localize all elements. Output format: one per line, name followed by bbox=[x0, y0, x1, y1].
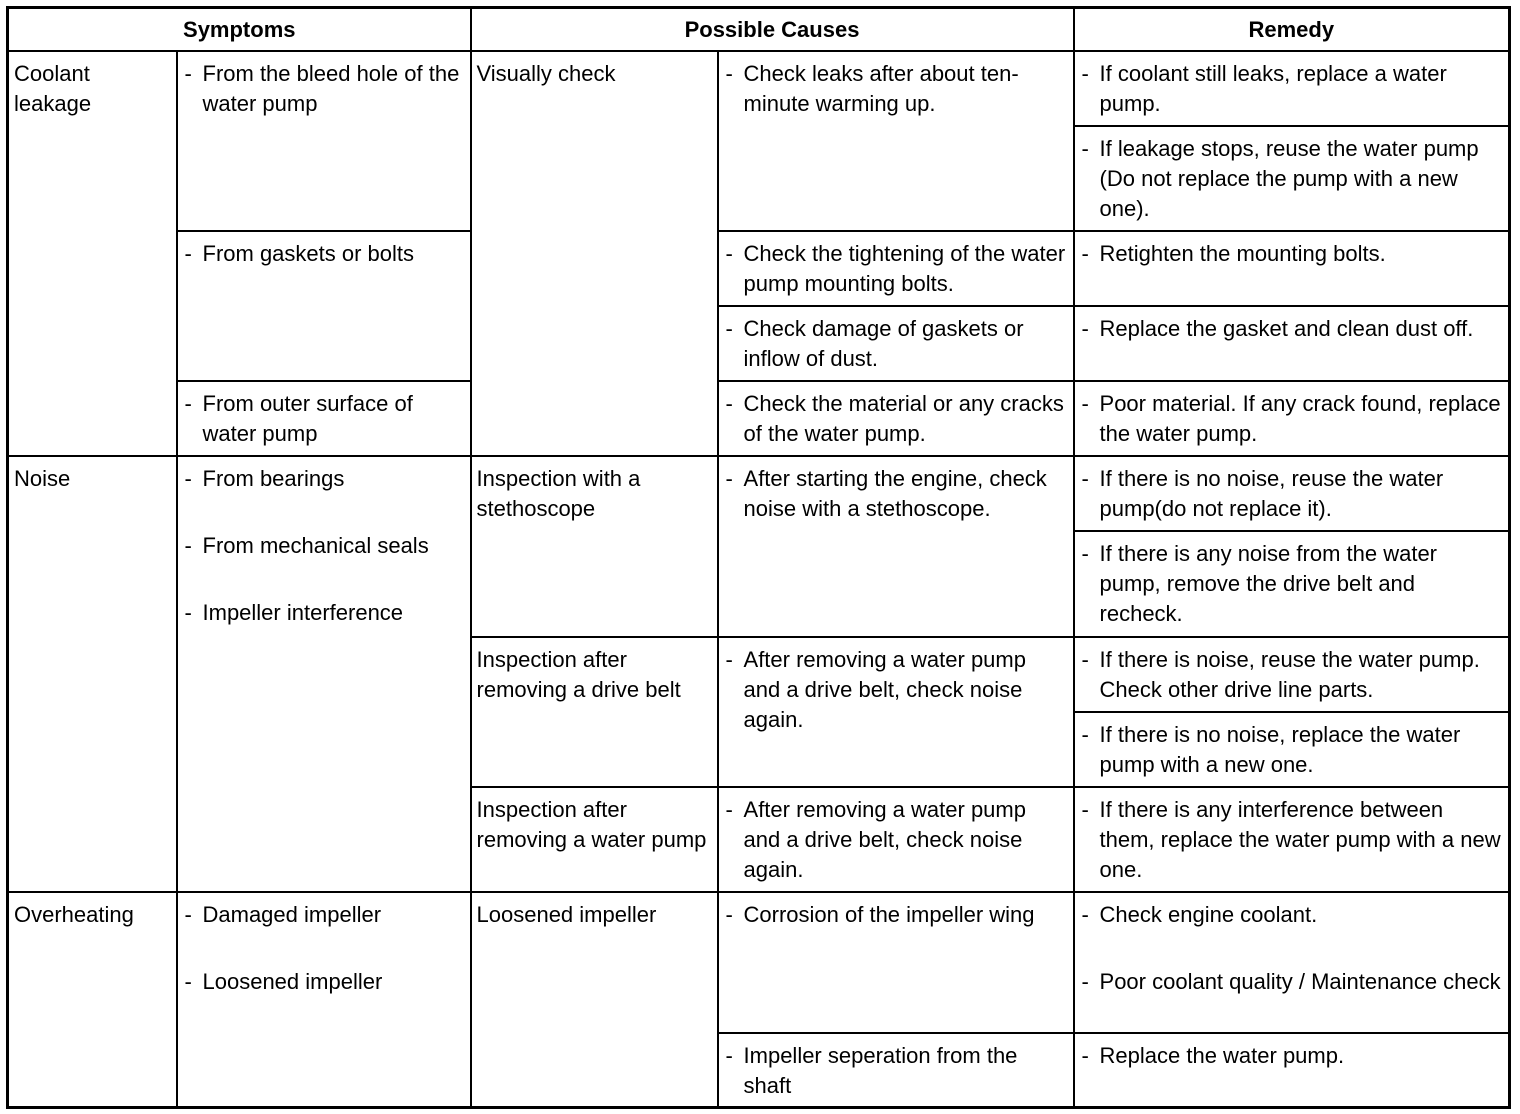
remedy-text: If there is any noise from the water pump, remove the drive belt and recheck. bbox=[1099, 540, 1438, 626]
remedy-text: If there is no noise, replace the water pump with a new one. bbox=[1099, 721, 1461, 777]
remedy-text: Retighten the mounting bolts. bbox=[1099, 240, 1386, 266]
symptom-detail-text: From outer surface of water pump bbox=[202, 390, 413, 446]
symptom-detail-text: From gaskets or bolts bbox=[202, 240, 415, 266]
symptom-detail-text: Loosened impeller bbox=[202, 968, 383, 994]
symptom-detail: - Damaged impeller - Loosened impeller bbox=[177, 892, 471, 1108]
remedy-text: If there is noise, reuse the water pump. Check other drive line parts. bbox=[1099, 646, 1480, 702]
cause-check: - After removing a water pump and a drive belt, check noise again. bbox=[718, 787, 1074, 892]
remedy-text: If coolant still leaks, replace a water pump. bbox=[1099, 60, 1447, 116]
cause-check-text: Check the material or any cracks of the water pump. bbox=[743, 390, 1064, 446]
symptom-detail-text: Damaged impeller bbox=[202, 901, 382, 927]
symptom-detail-text: Impeller interference bbox=[202, 599, 404, 625]
table-row bbox=[8, 381, 1510, 456]
remedy-cell: - If there is no noise, replace the water pump with a new one. bbox=[1074, 712, 1510, 787]
symptom-overheating: Overheating bbox=[8, 892, 177, 1108]
cause-check-text: Check the tightening of the water pump mounting bolts. bbox=[743, 240, 1066, 296]
header-symptoms: Symptoms bbox=[8, 8, 471, 51]
inspection-method: Loosened impeller bbox=[471, 892, 718, 1108]
remedy-text: Poor material. If any crack found, replace the water pump. bbox=[1099, 390, 1501, 446]
cause-check-text: Check damage of gaskets or inflow of dust. bbox=[743, 315, 1024, 371]
remedy-cell: - Check engine coolant. - Poor coolant quality / Maintenance check bbox=[1074, 892, 1510, 1033]
cause-check-text: After removing a water pump and a drive belt, check noise again. bbox=[743, 646, 1026, 732]
cause-check: - After starting the engine, check noise with a stethoscope. bbox=[718, 456, 1074, 637]
symptom-detail: - From outer surface of water pump bbox=[177, 381, 471, 456]
symptom-detail: - From bearings - From mechanical seals - Impeller interference bbox=[177, 456, 471, 892]
cause-check: - Check damage of gaskets or inflow of dust. bbox=[718, 306, 1074, 381]
remedy-cell: - If there is no noise, reuse the water pump(do not replace it). bbox=[1074, 456, 1510, 531]
symptom-detail: - From the bleed hole of the water pump bbox=[177, 51, 471, 231]
header-remedy: Remedy bbox=[1074, 8, 1510, 51]
header-possible-causes: Possible Causes bbox=[471, 8, 1074, 51]
cause-check: - Impeller seperation from the shaft bbox=[718, 1033, 1074, 1108]
remedy-cell: - If there is any noise from the water pump, remove the drive belt and recheck. bbox=[1074, 531, 1510, 637]
table-row bbox=[8, 51, 1510, 126]
remedy-text: If leakage stops, reuse the water pump (Do not replace the pump with a new one). bbox=[1099, 135, 1479, 221]
troubleshooting-sheet bbox=[6, 6, 1508, 1108]
remedy-text: Replace the gasket and clean dust off. bbox=[1099, 315, 1474, 341]
cause-check-text: Impeller seperation from the shaft bbox=[743, 1042, 1018, 1098]
cause-check-text: After starting the engine, check noise with a stethoscope. bbox=[743, 465, 1047, 521]
troubleshooting-table bbox=[6, 6, 1511, 1109]
remedy-text: Replace the water pump. bbox=[1099, 1042, 1345, 1068]
inspection-method: Inspection after removing a drive belt bbox=[471, 637, 718, 787]
remedy-cell: - If there is noise, reuse the water pump. Check other drive line parts. bbox=[1074, 637, 1510, 712]
remedy-cell: - If there is any interference between them, replace the water pump with a new one. bbox=[1074, 787, 1510, 892]
symptom-detail-text: From the bleed hole of the water pump bbox=[202, 60, 460, 116]
symptom-noise: Noise bbox=[8, 456, 177, 892]
cause-check: - Check leaks after about ten-minute warming up. bbox=[718, 51, 1074, 231]
remedy-text: Poor coolant quality / Maintenance check bbox=[1099, 968, 1501, 994]
header-row bbox=[8, 8, 1510, 51]
symptom-detail-text: From mechanical seals bbox=[202, 532, 429, 558]
table-row bbox=[8, 456, 1510, 531]
symptom-detail-text: From bearings bbox=[202, 465, 345, 491]
inspection-method: Inspection after removing a water pump bbox=[471, 787, 718, 892]
remedy-cell: - If coolant still leaks, replace a water pump. bbox=[1074, 51, 1510, 126]
remedy-text: If there is no noise, reuse the water pump(do not replace it). bbox=[1099, 465, 1444, 521]
cause-check: - Check the tightening of the water pump mounting bolts. bbox=[718, 231, 1074, 306]
cause-check: - Corrosion of the impeller wing bbox=[718, 892, 1074, 1033]
symptom-detail: - From gaskets or bolts bbox=[177, 231, 471, 381]
remedy-cell: - Retighten the mounting bolts. bbox=[1074, 231, 1510, 306]
inspection-method: Inspection with a stethoscope bbox=[471, 456, 718, 637]
cause-check: - Check the material or any cracks of the water pump. bbox=[718, 381, 1074, 456]
remedy-text: Check engine coolant. bbox=[1099, 901, 1318, 927]
cause-check-text: Check leaks after about ten-minute warming up. bbox=[743, 60, 1019, 116]
remedy-cell: - Replace the water pump. bbox=[1074, 1033, 1510, 1108]
symptom-coolant-leakage: Coolant leakage bbox=[8, 51, 177, 456]
remedy-cell: - Replace the gasket and clean dust off. bbox=[1074, 306, 1510, 381]
table-row bbox=[8, 231, 1510, 306]
inspection-method: Visually check bbox=[471, 51, 718, 456]
remedy-cell: - If leakage stops, reuse the water pump (Do not replace the pump with a new one). bbox=[1074, 126, 1510, 231]
cause-check-text: Corrosion of the impeller wing bbox=[743, 901, 1035, 927]
cause-check: - After removing a water pump and a drive belt, check noise again. bbox=[718, 637, 1074, 787]
remedy-cell: - Poor material. If any crack found, replace the water pump. bbox=[1074, 381, 1510, 456]
table-row bbox=[8, 892, 1510, 1033]
remedy-text: If there is any interference between them, replace the water pump with a new one. bbox=[1099, 796, 1501, 882]
cause-check-text: After removing a water pump and a drive belt, check noise again. bbox=[743, 796, 1026, 882]
